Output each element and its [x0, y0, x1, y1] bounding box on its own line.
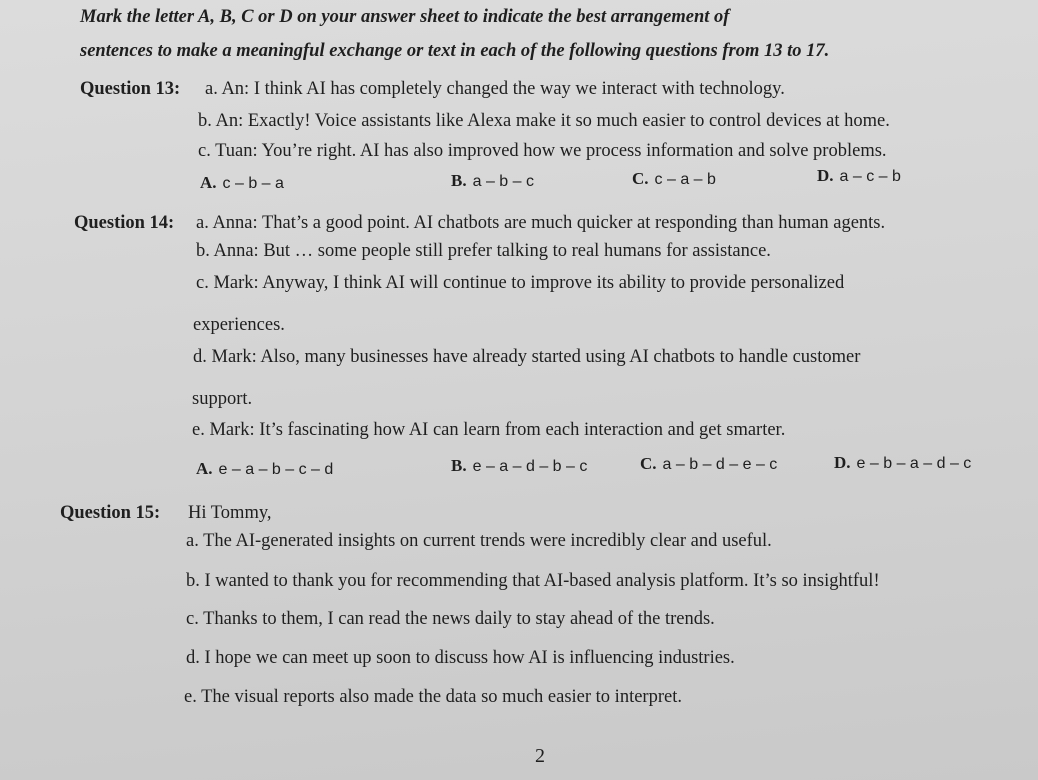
q13-option-a — [200, 172, 284, 195]
q14-sentence-c-line2: experiences. — [193, 315, 285, 335]
q14-sentence-a: a. Anna: That’s a good point. AI chatbots are much quicker at responding than human agents. — [196, 213, 886, 233]
q15-sentence-c: c. Thanks to them, I can read the news daily to stay ahead of the trends. — [186, 609, 715, 629]
option-value: c – a – b — [654, 171, 716, 188]
q14-sentence-b: b. Anna: But … some people still prefer talking to real humans for assistance. — [196, 241, 771, 261]
q13-option-d — [817, 165, 901, 188]
option-letter: A. — [200, 173, 217, 192]
q14-sentence-d-line2: support. — [192, 389, 253, 409]
option-value: e – b – a – d – c — [856, 455, 972, 472]
question-15-label: Question 15: — [60, 503, 161, 523]
option-letter: D. — [834, 453, 851, 472]
question-13-label: Question 13: — [80, 79, 181, 99]
q15-sentence-d: d. I hope we can meet up soon to discuss how AI is influencing industries. — [186, 648, 735, 668]
q14-sentence-d-line1: d. Mark: Also, many businesses have already started using AI chatbots to handle customer — [193, 347, 861, 367]
option-value: a – b – c — [472, 173, 534, 190]
option-value: a – c – b — [839, 168, 901, 185]
question-14-label: Question 14: — [74, 213, 175, 233]
q15-greeting: Hi Tommy, — [188, 503, 272, 523]
q15-sentence-b: b. I wanted to thank you for recommending that AI-based analysis platform. It’s so insightful! — [186, 571, 880, 591]
option-letter: C. — [632, 169, 649, 188]
q13-sentence-b: b. An: Exactly! Voice assistants like Alexa make it so much easier to control devices at home. — [198, 111, 890, 131]
instruction-line-2: sentences to make a meaningful exchange or text in each of the following questions from 13 to 17. — [80, 41, 830, 61]
q14-option-d — [834, 452, 971, 475]
q14-sentence-e: e. Mark: It’s fascinating how AI can learn from each interaction and get smarter. — [192, 420, 786, 440]
q14-sentence-c-line1: c. Mark: Anyway, I think AI will continue to improve its ability to provide personalized — [196, 273, 845, 293]
q13-sentence-c: c. Tuan: You’re right. AI has also improved how we process information and solve problems. — [198, 141, 887, 161]
q15-sentence-a: a. The AI-generated insights on current trends were incredibly clear and useful. — [186, 531, 772, 551]
q14-option-c — [640, 453, 777, 476]
option-letter: A. — [196, 459, 213, 478]
page-number: 2 — [535, 745, 545, 767]
option-letter: C. — [640, 454, 657, 473]
option-letter: D. — [817, 166, 834, 185]
instruction-line-1: Mark the letter A, B, C or D on your answer sheet to indicate the best arrangement of — [80, 7, 730, 27]
option-letter: B. — [451, 456, 467, 475]
option-letter: B. — [451, 171, 467, 190]
q13-sentence-a: a. An: I think AI has completely changed the way we interact with technology. — [205, 79, 785, 99]
q14-option-a — [196, 458, 333, 481]
q14-option-b — [451, 455, 587, 478]
option-value: c – b – a — [222, 175, 284, 192]
option-value: e – a – d – b – c — [472, 458, 588, 475]
option-value: a – b – d – e – c — [662, 456, 778, 473]
q15-sentence-e: e. The visual reports also made the data so much easier to interpret. — [184, 687, 682, 707]
q13-option-c — [632, 168, 716, 191]
q13-option-b — [451, 170, 534, 193]
option-value: e – a – b – c – d — [218, 461, 334, 478]
